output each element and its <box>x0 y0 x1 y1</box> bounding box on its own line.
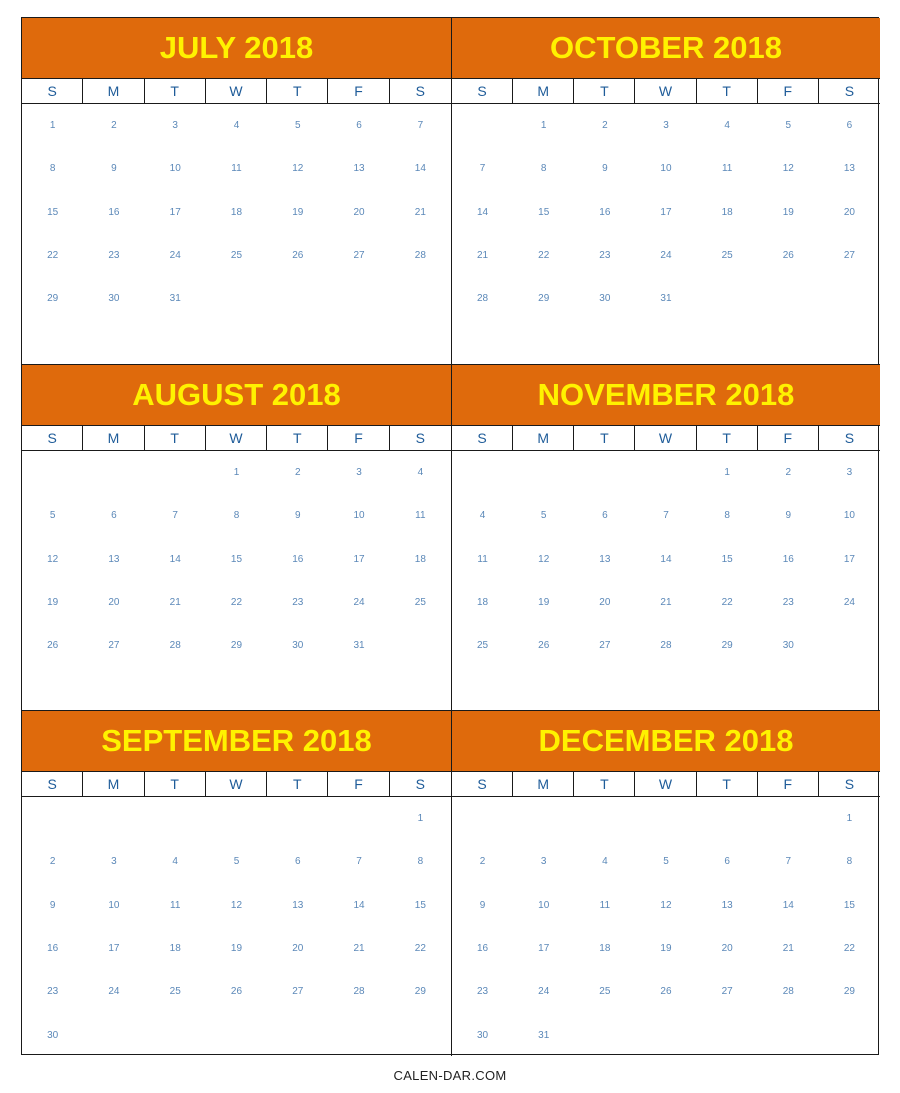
day-cell: 26 <box>538 640 550 652</box>
day-cell: 2 <box>111 120 117 132</box>
day-cell: 3 <box>846 467 853 479</box>
day-cell: 16 <box>599 206 611 218</box>
weekday-label: T <box>574 772 635 796</box>
day-cell: 10 <box>169 163 181 175</box>
day-cell: 12 <box>230 899 243 911</box>
weekday-label: T <box>145 79 206 103</box>
weekday-label: F <box>328 772 389 796</box>
day-cell: 28 <box>169 640 181 652</box>
day-cell: 17 <box>538 943 550 955</box>
day-cell: 11 <box>721 163 733 175</box>
day-cell: 30 <box>782 640 794 652</box>
day-cell: 7 <box>663 510 669 522</box>
day-cell: 21 <box>477 250 489 262</box>
day-cell: 24 <box>108 986 120 998</box>
day-cell: 20 <box>292 943 304 955</box>
day-cell <box>390 1013 451 1056</box>
day-cell: 8 <box>846 856 853 868</box>
day-cell: 3 <box>663 120 669 132</box>
day-cell: 4 <box>172 856 178 868</box>
weekday-label: F <box>758 79 819 103</box>
day-cell: 18 <box>721 206 733 218</box>
day-cell: 14 <box>660 553 672 565</box>
day-grid <box>452 797 880 1057</box>
day-cell: 6 <box>724 856 730 868</box>
day-cell: 9 <box>295 510 301 522</box>
day-cell: 6 <box>846 120 853 132</box>
day-cell <box>206 797 267 840</box>
weekday-label: W <box>206 79 267 103</box>
day-cell: 27 <box>108 640 120 652</box>
day-cell <box>145 797 206 840</box>
weekday-label: T <box>697 426 758 450</box>
day-cell: 2 <box>785 467 792 479</box>
day-cell <box>819 1013 880 1056</box>
day-cell: 23 <box>292 597 304 609</box>
day-cell: 28 <box>782 986 794 998</box>
month-panel <box>451 18 880 364</box>
day-cell: 27 <box>599 640 611 652</box>
day-cell: 18 <box>477 597 489 609</box>
day-cell: 25 <box>477 640 489 652</box>
day-cell: 8 <box>540 163 547 175</box>
weekday-label: T <box>267 772 328 796</box>
day-cell: 7 <box>479 163 486 175</box>
day-cell: 13 <box>353 163 365 175</box>
day-cell: 29 <box>843 986 855 998</box>
day-cell: 19 <box>660 943 672 955</box>
weekday-label: W <box>635 426 696 450</box>
day-cell: 18 <box>599 943 611 955</box>
weekday-label: T <box>267 426 328 450</box>
day-cell: 4 <box>417 467 424 479</box>
day-cell: 28 <box>414 250 426 262</box>
month-title: JULY 2018 <box>22 18 451 79</box>
day-cell: 9 <box>602 163 608 175</box>
day-cell <box>22 451 83 494</box>
day-cell: 17 <box>660 206 672 218</box>
day-cell: 20 <box>843 206 855 218</box>
day-cell: 10 <box>353 510 365 522</box>
day-cell: 8 <box>233 510 240 522</box>
day-cell: 7 <box>356 856 362 868</box>
day-cell: 23 <box>477 986 489 998</box>
day-cell: 6 <box>111 510 117 522</box>
day-cell: 23 <box>108 250 120 262</box>
day-cell: 15 <box>414 899 426 911</box>
day-cell: 6 <box>356 120 362 132</box>
day-grid <box>452 104 880 320</box>
day-cell: 29 <box>538 293 550 305</box>
day-cell <box>635 797 696 840</box>
day-cell: 25 <box>721 250 733 262</box>
weekday-header <box>452 772 880 797</box>
day-cell: 24 <box>169 250 181 262</box>
day-cell: 17 <box>169 206 181 218</box>
day-cell: 10 <box>538 899 550 911</box>
day-cell: 3 <box>111 856 117 868</box>
day-cell: 28 <box>477 293 489 305</box>
day-cell: 21 <box>414 206 426 218</box>
day-cell: 8 <box>417 856 424 868</box>
day-cell <box>758 797 819 840</box>
day-cell: 10 <box>660 163 672 175</box>
day-cell: 6 <box>295 856 301 868</box>
weekday-label: S <box>415 83 426 99</box>
day-cell: 9 <box>111 163 117 175</box>
day-cell: 10 <box>843 510 855 522</box>
day-cell: 28 <box>660 640 672 652</box>
day-cell: 25 <box>599 986 611 998</box>
weekday-header <box>22 426 451 451</box>
weekday-label: W <box>206 772 267 796</box>
day-cell: 5 <box>233 856 240 868</box>
day-cell: 20 <box>721 943 733 955</box>
day-cell: 22 <box>538 250 550 262</box>
day-cell: 14 <box>169 553 181 565</box>
day-cell <box>83 451 144 494</box>
day-cell: 29 <box>47 293 59 305</box>
day-cell: 26 <box>660 986 672 998</box>
day-cell: 7 <box>785 856 792 868</box>
day-cell: 4 <box>724 120 730 132</box>
day-cell <box>22 797 83 840</box>
day-cell: 23 <box>599 250 611 262</box>
day-cell: 20 <box>353 206 365 218</box>
day-cell <box>819 277 880 320</box>
day-cell: 5 <box>49 510 56 522</box>
day-cell <box>574 1013 635 1056</box>
month-panel <box>22 364 451 710</box>
day-cell: 13 <box>108 553 120 565</box>
weekday-label: F <box>758 772 819 796</box>
day-cell: 2 <box>479 856 486 868</box>
day-cell: 5 <box>663 856 669 868</box>
weekday-label: T <box>145 772 206 796</box>
day-cell: 9 <box>785 510 792 522</box>
month-panel <box>22 710 451 1056</box>
day-cell: 21 <box>169 597 181 609</box>
day-cell: 7 <box>417 120 424 132</box>
day-cell: 16 <box>477 943 489 955</box>
day-cell: 29 <box>230 640 243 652</box>
day-cell <box>145 1013 206 1056</box>
day-cell: 10 <box>108 899 120 911</box>
day-cell: 27 <box>292 986 304 998</box>
day-cell: 27 <box>353 250 365 262</box>
weekday-label: S <box>844 430 855 446</box>
day-cell: 8 <box>724 510 730 522</box>
day-cell: 23 <box>47 986 59 998</box>
day-cell <box>390 624 451 667</box>
calendar-sheet <box>21 17 879 1055</box>
weekday-label: W <box>635 79 696 103</box>
weekday-label: S <box>452 79 513 103</box>
site-footer: CALEN-DAR.COM <box>393 1068 507 1083</box>
day-cell: 26 <box>47 640 59 652</box>
weekday-label: F <box>328 426 389 450</box>
day-cell: 11 <box>477 553 488 565</box>
day-cell: 22 <box>230 597 243 609</box>
day-cell: 24 <box>660 250 672 262</box>
day-cell: 16 <box>108 206 120 218</box>
day-cell <box>758 1013 819 1056</box>
weekday-label: S <box>22 426 83 450</box>
day-cell: 1 <box>417 813 424 825</box>
day-cell: 22 <box>47 250 59 262</box>
day-cell: 27 <box>721 986 733 998</box>
day-cell: 11 <box>231 163 242 175</box>
month-title: OCTOBER 2018 <box>452 18 880 79</box>
day-cell: 25 <box>169 986 181 998</box>
day-cell: 5 <box>540 510 547 522</box>
day-cell: 7 <box>172 510 178 522</box>
day-cell <box>697 277 758 320</box>
day-cell: 30 <box>47 1029 59 1041</box>
day-cell: 2 <box>602 120 608 132</box>
day-cell: 9 <box>479 899 486 911</box>
day-cell: 20 <box>108 597 120 609</box>
day-cell: 12 <box>538 553 550 565</box>
weekday-label: M <box>83 426 144 450</box>
day-cell: 19 <box>292 206 304 218</box>
day-cell: 19 <box>230 943 243 955</box>
month-title: AUGUST 2018 <box>22 365 451 426</box>
day-cell: 14 <box>353 899 365 911</box>
day-cell: 1 <box>540 120 547 132</box>
day-cell: 12 <box>292 163 304 175</box>
day-cell: 17 <box>108 943 120 955</box>
day-cell: 22 <box>414 943 426 955</box>
day-grid <box>452 451 880 667</box>
day-cell: 25 <box>414 597 426 609</box>
day-cell: 23 <box>782 597 794 609</box>
weekday-label: S <box>22 772 83 796</box>
day-cell: 30 <box>292 640 304 652</box>
day-cell: 13 <box>721 899 733 911</box>
day-cell: 24 <box>538 986 550 998</box>
weekday-header <box>452 79 880 104</box>
day-cell: 17 <box>843 553 855 565</box>
day-cell: 3 <box>172 120 178 132</box>
day-cell <box>574 451 635 494</box>
day-cell: 24 <box>843 597 855 609</box>
day-cell: 26 <box>782 250 794 262</box>
day-cell <box>635 1013 696 1056</box>
day-cell: 30 <box>108 293 120 305</box>
weekday-label: S <box>844 776 855 792</box>
day-cell <box>697 1013 758 1056</box>
day-cell: 17 <box>353 553 365 565</box>
day-cell: 30 <box>599 293 611 305</box>
day-cell: 13 <box>599 553 611 565</box>
day-cell: 9 <box>49 899 56 911</box>
day-cell: 21 <box>353 943 365 955</box>
day-cell: 12 <box>47 553 59 565</box>
weekday-label: T <box>697 772 758 796</box>
day-cell <box>206 277 267 320</box>
day-cell: 26 <box>292 250 304 262</box>
day-cell <box>452 451 513 494</box>
day-grid <box>22 104 451 320</box>
day-cell <box>206 1013 267 1056</box>
day-cell: 16 <box>782 553 794 565</box>
day-cell <box>267 1013 328 1056</box>
day-cell: 13 <box>843 163 855 175</box>
day-cell: 14 <box>477 206 489 218</box>
weekday-label: S <box>452 426 513 450</box>
day-cell: 21 <box>782 943 794 955</box>
day-cell: 31 <box>538 1029 550 1041</box>
month-title: NOVEMBER 2018 <box>452 365 880 426</box>
day-cell: 19 <box>47 597 59 609</box>
day-cell: 12 <box>782 163 794 175</box>
day-cell: 18 <box>414 553 426 565</box>
day-cell: 4 <box>233 120 240 132</box>
day-cell: 1 <box>724 467 730 479</box>
day-cell: 3 <box>356 467 362 479</box>
weekday-label: F <box>328 79 389 103</box>
weekday-label: S <box>452 772 513 796</box>
day-cell: 22 <box>843 943 855 955</box>
day-cell: 1 <box>49 120 56 132</box>
month-panel <box>22 18 451 364</box>
day-cell: 5 <box>785 120 792 132</box>
weekday-label: T <box>697 79 758 103</box>
day-cell: 20 <box>599 597 611 609</box>
day-cell: 11 <box>170 899 181 911</box>
weekday-label: W <box>635 772 696 796</box>
day-cell: 2 <box>295 467 301 479</box>
day-cell <box>328 797 389 840</box>
day-cell: 15 <box>721 553 733 565</box>
weekday-label: T <box>267 79 328 103</box>
day-cell: 28 <box>353 986 365 998</box>
day-cell <box>145 451 206 494</box>
weekday-label: W <box>206 426 267 450</box>
day-cell: 2 <box>49 856 56 868</box>
day-cell: 16 <box>292 553 304 565</box>
day-cell: 18 <box>230 206 243 218</box>
day-cell <box>819 624 880 667</box>
month-title: SEPTEMBER 2018 <box>22 711 451 772</box>
day-cell: 11 <box>415 510 426 522</box>
day-cell: 31 <box>660 293 672 305</box>
day-cell: 15 <box>843 899 855 911</box>
day-cell: 16 <box>47 943 59 955</box>
day-cell: 13 <box>292 899 304 911</box>
day-cell: 14 <box>414 163 426 175</box>
weekday-header <box>22 79 451 104</box>
day-cell: 31 <box>169 293 181 305</box>
day-cell: 15 <box>230 553 243 565</box>
day-cell: 19 <box>538 597 550 609</box>
weekday-label: F <box>758 426 819 450</box>
day-cell <box>452 104 513 147</box>
weekday-label: M <box>513 79 574 103</box>
day-cell <box>513 797 574 840</box>
day-grid <box>22 797 451 1057</box>
day-cell: 31 <box>353 640 365 652</box>
day-cell: 21 <box>660 597 672 609</box>
day-cell: 8 <box>49 163 56 175</box>
day-cell: 14 <box>782 899 794 911</box>
day-cell: 6 <box>602 510 608 522</box>
day-cell <box>758 277 819 320</box>
weekday-header <box>452 426 880 451</box>
day-cell <box>328 1013 389 1056</box>
day-cell <box>697 797 758 840</box>
day-cell: 12 <box>660 899 672 911</box>
day-cell: 30 <box>477 1029 489 1041</box>
weekday-label: S <box>415 776 426 792</box>
weekday-label: S <box>22 79 83 103</box>
day-cell: 4 <box>602 856 608 868</box>
day-cell <box>267 277 328 320</box>
day-cell: 22 <box>721 597 733 609</box>
month-panel <box>451 710 880 1056</box>
weekday-label: T <box>574 79 635 103</box>
day-cell <box>83 797 144 840</box>
day-cell <box>328 277 389 320</box>
day-cell <box>83 1013 144 1056</box>
day-grid <box>22 451 451 667</box>
day-cell <box>390 277 451 320</box>
day-cell: 18 <box>169 943 181 955</box>
month-panel <box>451 364 880 710</box>
day-cell <box>635 451 696 494</box>
day-cell: 27 <box>843 250 855 262</box>
day-cell: 4 <box>479 510 486 522</box>
day-cell: 25 <box>230 250 243 262</box>
weekday-label: S <box>415 430 426 446</box>
day-cell: 15 <box>47 206 59 218</box>
day-cell: 19 <box>782 206 794 218</box>
day-cell: 3 <box>540 856 547 868</box>
day-cell <box>452 797 513 840</box>
weekday-label: M <box>83 79 144 103</box>
weekday-label: M <box>513 772 574 796</box>
day-cell: 26 <box>230 986 243 998</box>
day-cell: 1 <box>233 467 240 479</box>
day-cell: 11 <box>599 899 611 911</box>
day-cell: 5 <box>295 120 301 132</box>
day-cell <box>267 797 328 840</box>
weekday-label: M <box>513 426 574 450</box>
day-cell <box>513 451 574 494</box>
weekday-label: T <box>145 426 206 450</box>
month-title: DECEMBER 2018 <box>452 711 880 772</box>
day-cell: 24 <box>353 597 365 609</box>
day-cell: 29 <box>721 640 733 652</box>
weekday-label: S <box>844 83 855 99</box>
weekday-label: T <box>574 426 635 450</box>
weekday-header <box>22 772 451 797</box>
day-cell <box>574 797 635 840</box>
weekday-label: M <box>83 772 144 796</box>
day-cell: 29 <box>414 986 426 998</box>
day-cell: 15 <box>538 206 550 218</box>
day-cell: 1 <box>846 813 853 825</box>
